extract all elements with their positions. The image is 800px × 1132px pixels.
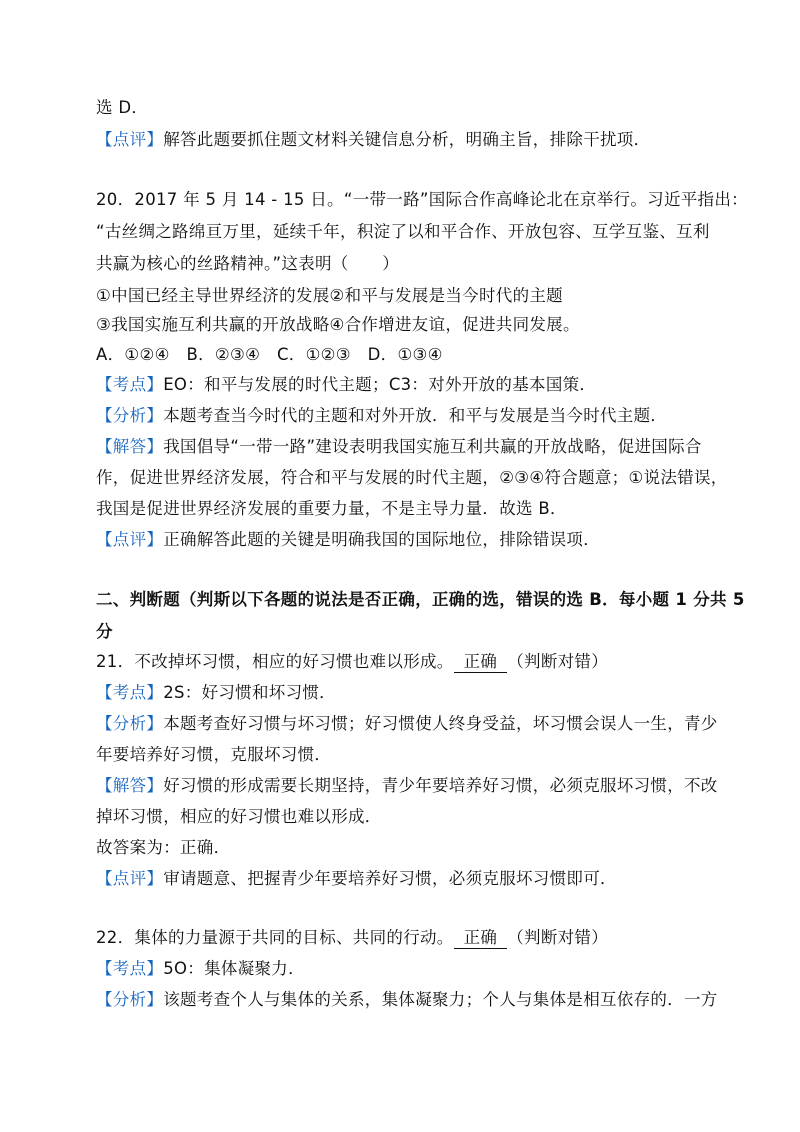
q21-final-answer: 故答案为：正确．	[96, 838, 231, 857]
q19-comment	[96, 128, 736, 152]
q20-kaodian	[96, 373, 736, 397]
fenxi-label: 【分析】	[96, 714, 164, 733]
q19-answer-text: 选 D．	[96, 98, 149, 117]
q19-answer-line	[96, 96, 736, 120]
comment-text: 审请题意、把握青少年要培养好习惯，必须克服坏习惯即可．	[163, 869, 617, 888]
q21-stem	[96, 650, 736, 674]
q21-fenxi-2: 年要培养好习惯，克服坏习惯．	[96, 745, 332, 764]
q21-stem-text: 21．不改掉坏习惯，相应的好习惯也难以形成。	[96, 652, 454, 671]
kaodian-text: EO：和平与发展的时代主题；C3：对外开放的基本国策．	[163, 375, 597, 394]
q21-jieda-1	[96, 774, 736, 798]
fenxi-text: 本题考查当今时代的主题和对外开放．和平与发展是当今时代主题．	[163, 406, 668, 425]
q21-jieda-2: 掉坏习惯，相应的好习惯也难以形成．	[96, 807, 382, 826]
q22-answer-blank: 正确	[454, 928, 508, 949]
q22-kaodian	[96, 957, 736, 981]
jieda-label: 【解答】	[96, 776, 164, 795]
q20-stem-2: “古丝绸之路绵亘万里，延续千年，积淀了以和平合作、开放包容、互学互鉴、互利	[96, 222, 710, 241]
q20-jieda-3: 我国是促进世界经济发展的重要力量，不是主导力量．故选 B．	[96, 499, 567, 518]
jieda-text: 我国倡导“一带一路”建设表明我国实施互利共赢的开放战略，促进国际合	[163, 437, 702, 456]
q21-kaodian	[96, 681, 736, 705]
fenxi-label: 【分析】	[96, 990, 164, 1009]
kaodian-label: 【考点】	[96, 375, 164, 394]
section2-title-1: 二、判断题（判斯以下各题的说法是否正确，正确的选，错误的选 B．每小题 1 分共 5	[96, 590, 745, 609]
q20-option-line-2: ③我国实施互利共赢的开放战略④合作增进友谊，促进共同发展。	[96, 315, 580, 334]
jieda-text: 好习惯的形成需要长期坚持，青少年要培养好习惯，必须克服坏习惯，不改	[163, 776, 718, 795]
q20-choices: A．①②④ B．②③④ C．①②③ D．①③④	[96, 345, 443, 364]
q22-fenxi-1	[96, 988, 736, 1012]
comment-text: 解答此题要抓住题文材料关键信息分析，明确主旨，排除干扰项．	[163, 130, 651, 149]
kaodian-label: 【考点】	[96, 959, 164, 978]
q21-stem-suffix: （判断对错）	[507, 652, 609, 671]
q22-stem-text: 22．集体的力量源于共同的目标、共同的行动。	[96, 928, 454, 947]
q20-jieda-1	[96, 435, 736, 459]
q20-option-line-1: ①中国已经主导世界经济的发展②和平与发展是当今时代的主题	[96, 286, 563, 305]
fenxi-text: 该题考查个人与集体的关系，集体凝聚力；个人与集体是相互依存的．一方	[163, 990, 718, 1009]
q20-comment	[96, 528, 736, 552]
q20-stem-3: 共赢为核心的丝路精神。”这表明（ ）	[96, 254, 399, 273]
comment-label: 【点评】	[96, 530, 164, 549]
q22-stem-suffix: （判断对错）	[507, 928, 609, 947]
q21-fenxi-1	[96, 712, 736, 736]
q21-comment	[96, 867, 736, 891]
q20-stem-1: 20．2017 年 5 月 14 - 15 日。“一带一路”国际合作高峰论北在京举行。习近平指出：	[96, 190, 748, 209]
q20-jieda-2: 作，促进世界经济发展，符合和平与发展的时代主题，②③④符合题意；①说法错误，	[96, 468, 728, 487]
comment-label: 【点评】	[96, 130, 164, 149]
q22-stem	[96, 926, 736, 950]
comment-label: 【点评】	[96, 869, 164, 888]
jieda-label: 【解答】	[96, 437, 164, 456]
q20-fenxi	[96, 404, 736, 428]
kaodian-text: 2S：好习惯和坏习惯．	[163, 683, 336, 702]
kaodian-label: 【考点】	[96, 683, 164, 702]
fenxi-text: 本题考查好习惯与坏习惯；好习惯使人终身受益，坏习惯会误人一生，青少	[163, 714, 718, 733]
section2-title-2: 分	[96, 622, 113, 641]
q21-answer-blank: 正确	[454, 652, 508, 673]
fenxi-label: 【分析】	[96, 406, 164, 425]
kaodian-text: 5O：集体凝聚力．	[163, 959, 305, 978]
comment-text: 正确解答此题的关键是明确我国的国际地位，排除错误项．	[163, 530, 601, 549]
